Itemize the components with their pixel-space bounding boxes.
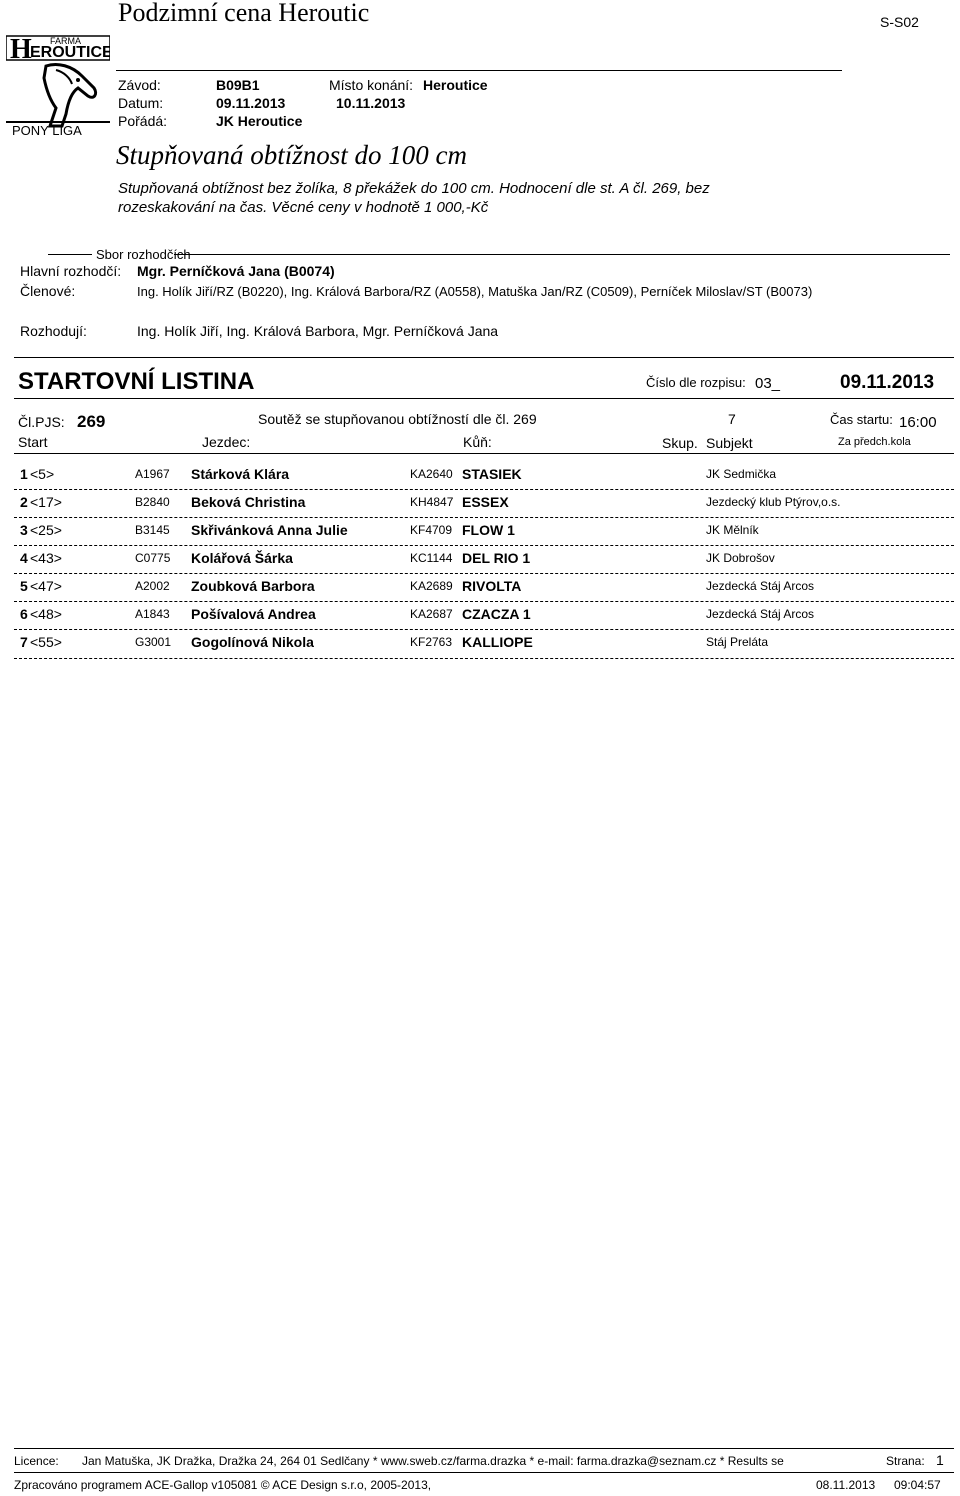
subject: JK Dobrošov [706,551,775,565]
subject: Jezdecká Stáj Arcos [706,607,815,621]
misto-value: Heroutice [423,77,488,93]
misto-label: Místo konání: [329,77,414,93]
row-start: <17> [30,494,62,510]
col-skup: Skup. [662,435,698,451]
col-start: Start [18,434,48,450]
cislo-label: Číslo dle rozpisu: [646,375,746,390]
subject: JK Sedmička [706,467,777,481]
members-label: Členové: [20,283,76,299]
horse-id: KA2640 [410,467,453,481]
horse-name: KALLIOPE [462,634,533,650]
rider-id: G3001 [135,635,172,649]
strana-value: 1 [936,1452,944,1468]
subject: Jezdecký klub Ptýrov,o.s. [706,495,841,509]
deciding-value: Ing. Holík Jiří, Ing. Králová Barbora, Mgr. Perníčková Jana [137,323,499,339]
rider-id: B2840 [135,495,170,509]
rider-name: Skřivánková Anna Julie [191,522,348,538]
row-separator [14,658,954,659]
datum-label: Datum: [118,95,164,111]
row-separator [14,601,954,602]
horse-name: FLOW 1 [462,522,515,538]
horse-name: RIVOLTA [462,578,522,594]
col-predch: Za předch.kola [838,436,911,448]
page-code: S-S02 [880,14,919,30]
zavod-label: Závod: [118,77,161,93]
participant-count: 7 [728,411,736,427]
logo-farma-text: FARMA [50,36,82,46]
members-value: Ing. Holík Jiří/RZ (B0220), Ing. Králová Barbora/RZ (A0558), Matuška Jan/RZ (C0509), Perníček Miloslav/ST (B0073) [137,284,813,299]
subject: Jezdecká Stáj Arcos [706,579,815,593]
subject: JK Mělník [706,523,759,537]
judges-bottom-rule [14,357,954,358]
rider-id: B3145 [135,523,170,537]
pjs-label: Čl.PJS: [18,414,65,430]
strana-label: Strana: [886,1454,925,1468]
row-start: <55> [30,634,62,650]
horse-id: KA2689 [410,579,453,593]
startlist-heading: STARTOVNÍ LISTINA [18,368,255,395]
cas-label: Čas startu: [830,412,893,427]
row-number: 5 [20,578,28,594]
zavod-value: B09B1 [216,77,260,93]
startlist-rule [14,398,954,399]
competition-desc-line2: rozeskakování na čas. Věcné ceny v hodnotě 1 000,-Kč [118,199,489,216]
row-separator [14,517,954,518]
head-judge-value: Mgr. Perníčková Jana (B0074) [137,263,335,279]
row-number: 2 [20,494,28,510]
row-separator [14,629,954,630]
col-subjekt: Subjekt [706,435,753,451]
row-number: 1 [20,466,28,482]
datum-to: 10.11.2013 [336,95,406,111]
rider-id: A1967 [135,467,170,481]
col-jezdec: Jezdec: [202,434,251,450]
rider-name: Beková Christina [191,494,306,510]
horse-id: KA2687 [410,607,453,621]
footer-rule-2 [14,1472,954,1473]
porada-value: JK Heroutice [216,113,303,129]
licence-label: Licence: [14,1454,59,1468]
row-number: 6 [20,606,28,622]
footer-rule [14,1448,954,1449]
judges-left-rule [48,254,92,255]
print-date: 08.11.2013 [816,1478,876,1492]
horse-id: KC1144 [410,551,453,565]
horse-name: DEL RIO 1 [462,550,531,566]
row-start: <48> [30,606,62,622]
col-kun: Kůň: [463,434,492,450]
rider-name: Stárková Klára [191,466,290,482]
svg-text:H: H [10,34,32,65]
horse-id: KH4847 [410,495,454,509]
datum-from: 09.11.2013 [216,95,286,111]
print-time: 09:04:57 [894,1478,941,1492]
rider-name: Kolářová Šárka [191,550,293,566]
pjs-value: 269 [77,412,106,431]
header-divider [116,70,842,71]
logo-ponyliga-text: PONY LIGA [12,123,82,136]
rider-name: Gogolínová Nikola [191,634,314,650]
row-number: 7 [20,634,28,650]
judges-right-rule [174,254,950,255]
cas-value: 16:00 [899,414,937,431]
head-judge-label: Hlavní rozhodčí: [20,263,122,279]
horse-id: KF4709 [410,523,453,537]
logo-main-text: EROUTICE [30,44,110,61]
horse-name: ESSEX [462,494,509,510]
row-separator [14,489,954,490]
rider-name: Pošívalová Andrea [191,606,316,622]
rider-id: A1843 [135,607,170,621]
row-start: <25> [30,522,62,538]
row-number: 3 [20,522,28,538]
table-header-rule [14,453,954,454]
row-separator [14,545,954,546]
cislo-value: 03_ [755,375,781,392]
competition-title: Stupňovaná obtížnost do 100 cm [116,140,467,170]
row-separator [14,573,954,574]
page-title: Podzimní cena Heroutic [118,0,370,27]
subject: Stáj Preláta [706,635,769,649]
logo-graphic [6,18,110,136]
rider-id: C0775 [135,551,171,565]
soutez-text: Soutěž se stupňovanou obtížností dle čl. 269 [258,411,537,427]
row-number: 4 [20,550,28,566]
porada-label: Pořádá: [118,113,168,129]
licence-value: Jan Matuška, JK Dražka, Dražka 24, 264 01 Sedlčany * www.sweb.cz/farma.drazka * e-mail: farma.drazka@seznam.cz * Results se [82,1454,784,1468]
horse-name: STASIEK [462,466,522,482]
startlist-date: 09.11.2013 [840,372,935,393]
deciding-label: Rozhodují: [20,323,87,339]
logo [6,18,110,136]
row-start: <47> [30,578,62,594]
horse-id: KF2763 [410,635,453,649]
judges-section-label: Sbor rozhodčích [96,247,191,262]
competition-desc-line1: Stupňovaná obtížnost bez žolíka, 8 překážek do 100 cm. Hodnocení dle st. A čl. 269, bez [118,180,710,197]
processed-text: Zpracováno programem ACE-Gallop v105081 © ACE Design s.r.o, 2005-2013, [14,1478,432,1492]
rider-id: A2002 [135,579,170,593]
row-start: <5> [30,466,55,482]
rider-name: Zoubková Barbora [191,578,315,594]
horse-name: CZACZA 1 [462,606,531,622]
row-start: <43> [30,550,62,566]
